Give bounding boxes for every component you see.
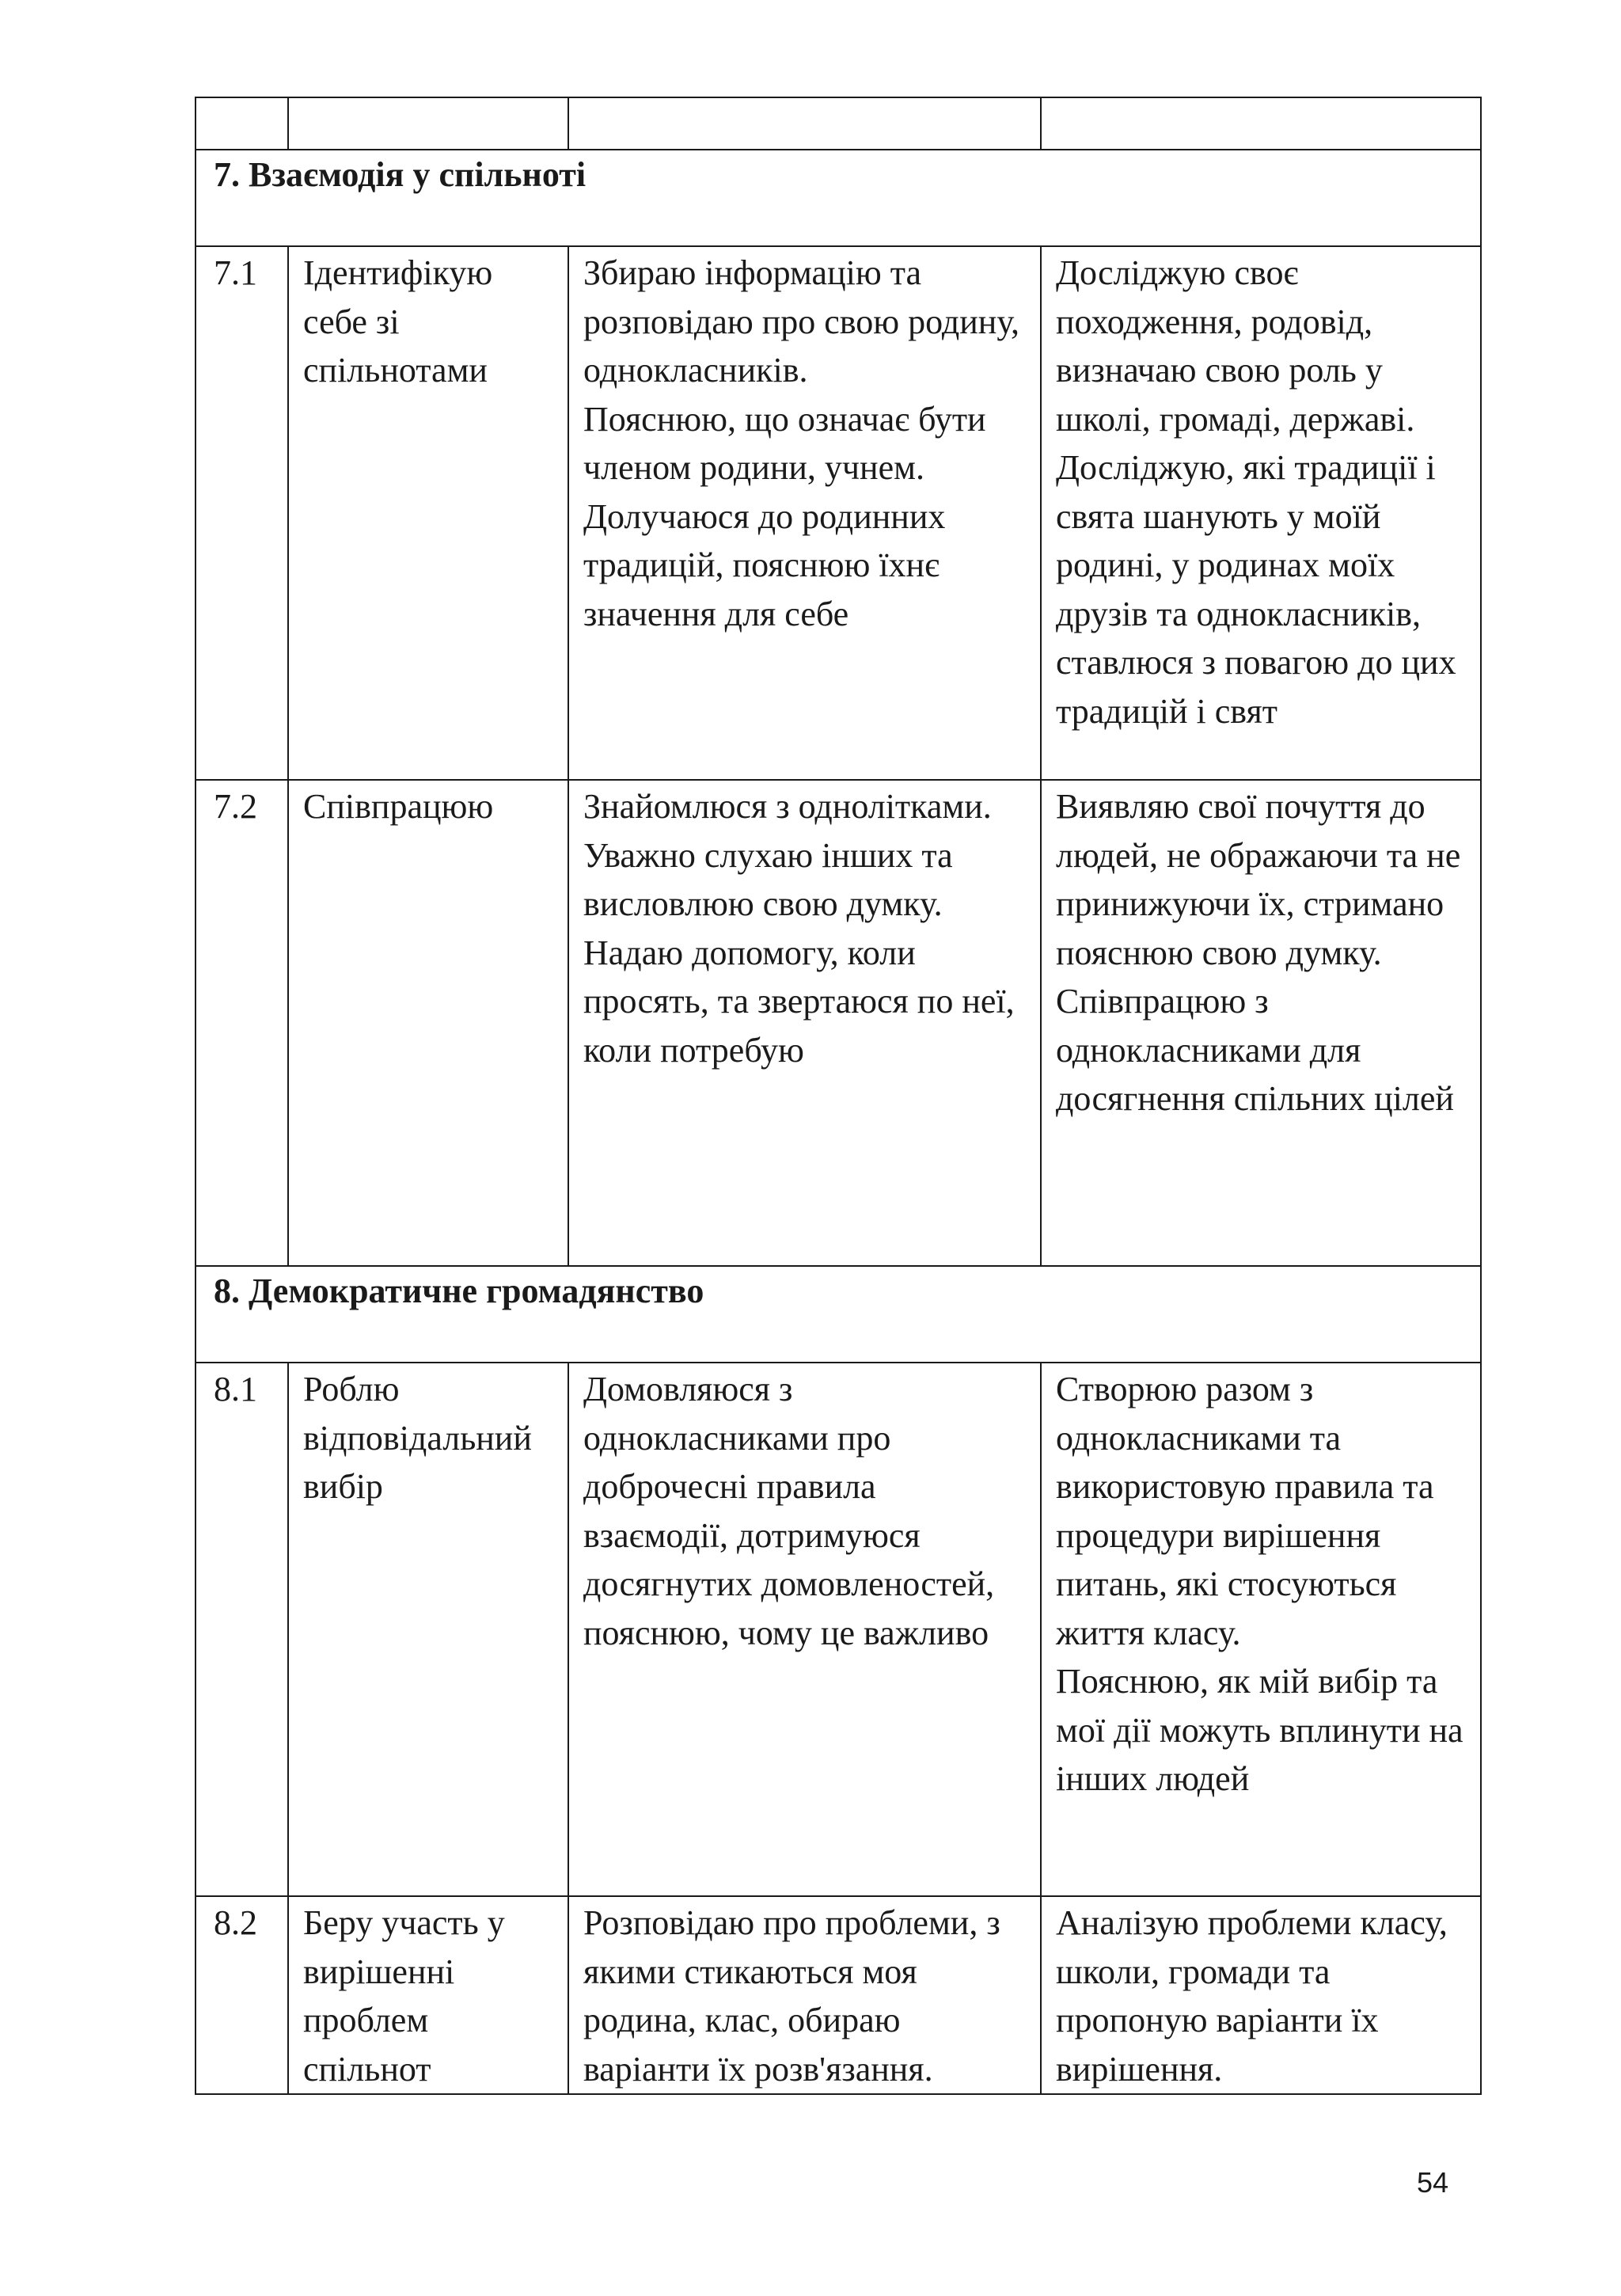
outcome-lines [1056, 782, 1469, 1123]
advanced-outcome-cell [1041, 1363, 1481, 1896]
outcome-sentence: Виявляю свої почуття до людей, не ображаючи та не принижуючи їх, стримано пояснюю свою думку. [1056, 787, 1461, 972]
outcome-sentence: Досліджую, які традиції і свята шанують у моїй родині, у родинах моїх друзів та однокласників, ставлюся з повагою до цих традицій і свят [1056, 448, 1456, 731]
outcome-sentence: Долучаюся до родинних традицій, пояснюю їхнє значення для себе [583, 496, 946, 633]
outcome-lines [583, 1365, 1029, 1657]
section-title: 7. Взаємодія у спільноті [196, 150, 1481, 246]
table-row [196, 246, 1481, 780]
outcome-lines [1056, 249, 1469, 736]
outcome-sentence: Досліджую своє походження, родовід, визначаю свою роль у школі, громаді, державі. [1056, 253, 1415, 439]
skill-cell: Співпрацюю [288, 780, 568, 1266]
outcome-sentence: Пояснюю, що означає бути членом родини, учнем. [583, 399, 986, 487]
outcome-sentence: Збираю інформацію та розповідаю про свою родину, однокласників. [583, 253, 1019, 390]
empty-cell [196, 97, 288, 150]
section-header-7 [196, 150, 1481, 246]
table-continuation-row [196, 97, 1481, 150]
advanced-outcome-cell [1041, 246, 1481, 780]
outcome-sentence: Аналізую проблеми класу, школи, громади та пропоную варіанти їх вирішення. [1056, 1903, 1448, 2089]
outcome-lines [583, 1899, 1029, 2093]
skill-cell: Беру участь у вирішенні проблем спільнот [288, 1896, 568, 2094]
advanced-outcome-cell [1041, 780, 1481, 1266]
basic-outcome-cell [568, 1363, 1041, 1896]
outcome-lines [583, 782, 1029, 1074]
outcome-sentence: Розповідаю про проблеми, з якими стикаються моя родина, клас, обираю варіанти їх розв'язання. [583, 1903, 1000, 2089]
outcome-sentence: Співпрацюю з однокласниками для досягнення спільних цілей [1056, 982, 1454, 1118]
basic-outcome-cell [568, 246, 1041, 780]
section-title: 8. Демократичне громадянство [196, 1266, 1481, 1363]
row-number: 8.2 [196, 1896, 288, 2094]
table-row [196, 1896, 1481, 2094]
outcome-sentence: Створюю разом з однокласниками та використовую правила та процедури вирішення питань, які стосуються життя класу. [1056, 1370, 1434, 1652]
skill-cell: Роблю відповідальний вибір [288, 1363, 568, 1896]
outcome-sentence: Пояснюю, як мій вибір та мої дії можуть вплинути на інших людей [1056, 1662, 1463, 1798]
outcome-sentence: Надаю допомогу, коли просять, та звертаюся по неї, коли потребую [583, 933, 1015, 1070]
page-number: 54 [1416, 2166, 1449, 2199]
table-row [196, 780, 1481, 1266]
empty-cell [288, 97, 568, 150]
outcome-sentence: Домовляюся з однокласниками про доброчесні правила взаємодії, дотримуюся досягнутих домовленостей, пояснюю, чому це важливо [583, 1370, 995, 1652]
row-number: 7.2 [196, 780, 288, 1266]
outcome-lines [1056, 1899, 1469, 2093]
row-number: 8.1 [196, 1363, 288, 1896]
basic-outcome-cell [568, 780, 1041, 1266]
outcome-sentence: Уважно слухаю інших та висловлюю свою думку. [583, 835, 953, 923]
section-header-8 [196, 1266, 1481, 1363]
skill-cell: Ідентифікую себе зі спільнотами [288, 246, 568, 780]
outcome-sentence: Знайомлюся з однолітками. [583, 787, 992, 826]
table-row [196, 1363, 1481, 1896]
empty-cell [568, 97, 1041, 150]
basic-outcome-cell [568, 1896, 1041, 2094]
row-number: 7.1 [196, 246, 288, 780]
curriculum-table [195, 97, 1482, 2095]
advanced-outcome-cell [1041, 1896, 1481, 2094]
outcome-lines [583, 249, 1029, 638]
empty-cell [1041, 97, 1481, 150]
outcome-lines [1056, 1365, 1469, 1804]
